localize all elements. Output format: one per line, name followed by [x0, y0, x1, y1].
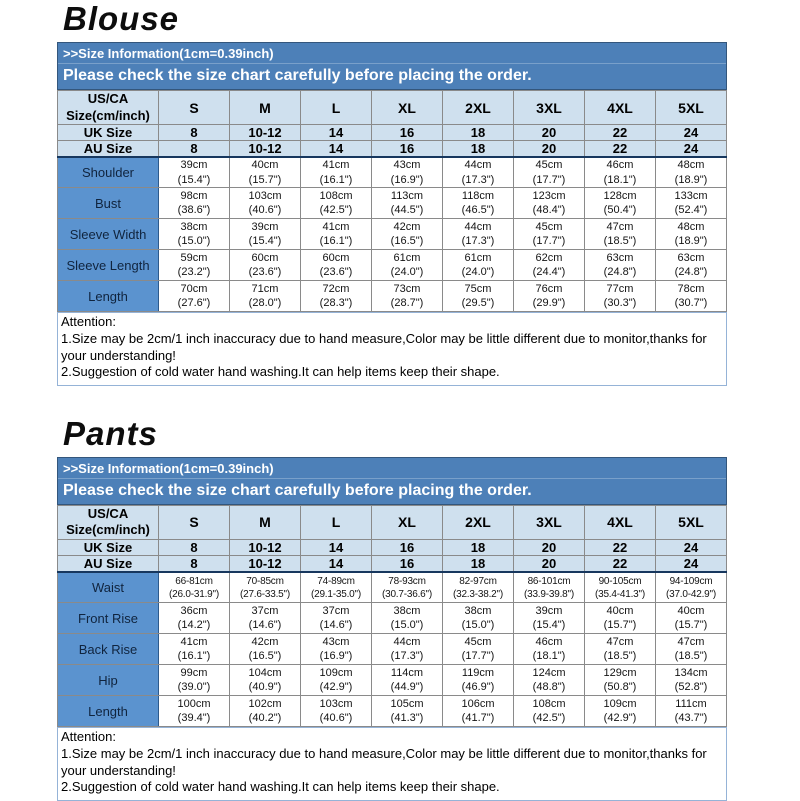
measurement-cell: 71cm (28.0"): [230, 281, 301, 312]
size-header-cell: XL: [372, 505, 443, 540]
size-info-banner-blouse: [57, 42, 727, 90]
section-title-blouse: Blouse: [63, 0, 180, 37]
intl-size-label: UK Size: [58, 540, 159, 556]
intl-size-cell: 14: [301, 540, 372, 556]
measurement-label: Back Rise: [58, 634, 159, 665]
intl-size-cell: 14: [301, 556, 372, 572]
measurement-cell: 108cm (42.5"): [301, 188, 372, 219]
measurement-label: Hip: [58, 665, 159, 696]
measurement-cell: 78-93cm (30.7-36.6"): [372, 572, 443, 603]
attention-note-pants: [57, 727, 727, 801]
measurement-cell: 40cm (15.7"): [656, 603, 727, 634]
intl-size-cell: 16: [372, 540, 443, 556]
attention-heading: Attention:: [61, 729, 116, 745]
check-chart-line: Please check the size chart carefully before placing the order.: [63, 66, 532, 84]
intl-size-row: [58, 141, 727, 157]
measurement-cell: 47cm (18.5"): [585, 219, 656, 250]
intl-size-cell: 24: [656, 540, 727, 556]
size-info-line: >>Size Information(1cm=0.39inch): [58, 458, 726, 479]
intl-size-cell: 20: [514, 125, 585, 141]
size-info-banner-pants: [57, 457, 727, 505]
measurement-cell: 73cm (28.7"): [372, 281, 443, 312]
measurement-cell: 43cm (16.9"): [301, 634, 372, 665]
measurement-cell: 44cm (17.3"): [443, 219, 514, 250]
measurement-cell: 77cm (30.3"): [585, 281, 656, 312]
measurement-cell: 48cm (18.9"): [656, 157, 727, 188]
intl-size-cell: 10-12: [230, 540, 301, 556]
size-header-cell: M: [230, 505, 301, 540]
size-header-cell: 2XL: [443, 505, 514, 540]
intl-size-cell: 8: [159, 556, 230, 572]
measurement-cell: 76cm (29.9"): [514, 281, 585, 312]
measurement-cell: 86-101cm (33.9-39.8"): [514, 572, 585, 603]
measurement-cell: 62cm (24.4"): [514, 250, 585, 281]
measurement-cell: 108cm (42.5"): [514, 696, 585, 727]
measurement-cell: 39cm (15.4"): [159, 157, 230, 188]
corner-header-cell: US/CA Size(cm/inch): [58, 90, 159, 125]
measurement-cell: 37cm (14.6"): [230, 603, 301, 634]
intl-size-cell: 20: [514, 540, 585, 556]
measurement-cell: 109cm (42.9"): [301, 665, 372, 696]
measurement-label: Length: [58, 281, 159, 312]
intl-size-cell: 24: [656, 141, 727, 157]
intl-size-label: UK Size: [58, 125, 159, 141]
measurement-cell: 63cm (24.8"): [656, 250, 727, 281]
size-header-cell: XL: [372, 90, 443, 125]
measurement-cell: 45cm (17.7"): [443, 634, 514, 665]
measurement-cell: 119cm (46.9"): [443, 665, 514, 696]
measurement-cell: 44cm (17.3"): [443, 157, 514, 188]
measurement-cell: 47cm (18.5"): [585, 634, 656, 665]
intl-size-cell: 16: [372, 141, 443, 157]
intl-size-cell: 14: [301, 125, 372, 141]
measurement-cell: 60cm (23.6"): [301, 250, 372, 281]
intl-size-cell: 20: [514, 556, 585, 572]
measurement-row: [58, 281, 727, 312]
measurement-cell: 45cm (17.7"): [514, 157, 585, 188]
size-header-row: [58, 505, 727, 540]
measurement-cell: 47cm (18.5"): [656, 634, 727, 665]
measurement-cell: 123cm (48.4"): [514, 188, 585, 219]
measurement-cell: 106cm (41.7"): [443, 696, 514, 727]
measurement-cell: 46cm (18.1"): [585, 157, 656, 188]
measurement-cell: 82-97cm (32.3-38.2"): [443, 572, 514, 603]
measurement-label: Sleeve Width: [58, 219, 159, 250]
size-info-line: >>Size Information(1cm=0.39inch): [58, 43, 726, 64]
intl-size-cell: 18: [443, 141, 514, 157]
measurement-cell: 94-109cm (37.0-42.9"): [656, 572, 727, 603]
size-header-cell: 3XL: [514, 505, 585, 540]
measurement-cell: 98cm (38.6"): [159, 188, 230, 219]
intl-size-row: [58, 556, 727, 572]
check-chart-line: Please check the size chart carefully before placing the order.: [63, 481, 532, 499]
measurement-cell: 109cm (42.9"): [585, 696, 656, 727]
measurement-cell: 38cm (15.0"): [159, 219, 230, 250]
measurement-row: [58, 250, 727, 281]
size-header-cell: L: [301, 505, 372, 540]
intl-size-cell: 24: [656, 556, 727, 572]
size-table-blouse: [57, 90, 727, 313]
attention-item-1: 1.Size may be 2cm/1 inch inaccuracy due to hand measure,Color may be little different due to monitor,thanks for your understanding!: [61, 331, 707, 363]
attention-note-blouse: [57, 312, 727, 386]
measurement-cell: 37cm (14.6"): [301, 603, 372, 634]
measurement-row: [58, 157, 727, 188]
measurement-cell: 43cm (16.9"): [372, 157, 443, 188]
size-header-cell: S: [159, 90, 230, 125]
size-chart-page: [57, 0, 727, 801]
intl-size-label: AU Size: [58, 141, 159, 157]
measurement-cell: 129cm (50.8"): [585, 665, 656, 696]
measurement-label: Sleeve Length: [58, 250, 159, 281]
measurement-cell: 90-105cm (35.4-41.3"): [585, 572, 656, 603]
measurement-cell: 70cm (27.6"): [159, 281, 230, 312]
measurement-cell: 103cm (40.6"): [230, 188, 301, 219]
measurement-cell: 40cm (15.7"): [585, 603, 656, 634]
attention-heading: Attention:: [61, 314, 116, 330]
measurement-cell: 59cm (23.2"): [159, 250, 230, 281]
attention-item-2: 2.Suggestion of cold water hand washing.It can help items keep their shape.: [61, 364, 500, 380]
measurement-cell: 75cm (29.5"): [443, 281, 514, 312]
measurement-label: Shoulder: [58, 157, 159, 188]
measurement-cell: 38cm (15.0"): [443, 603, 514, 634]
size-header-cell: L: [301, 90, 372, 125]
size-header-cell: M: [230, 90, 301, 125]
size-header-cell: 2XL: [443, 90, 514, 125]
measurement-cell: 118cm (46.5"): [443, 188, 514, 219]
measurement-cell: 38cm (15.0"): [372, 603, 443, 634]
section-title-pants: Pants: [63, 414, 158, 452]
intl-size-cell: 16: [372, 556, 443, 572]
measurement-cell: 39cm (15.4"): [514, 603, 585, 634]
size-header-cell: 4XL: [585, 505, 656, 540]
size-header-cell: 5XL: [656, 505, 727, 540]
measurement-row: [58, 572, 727, 603]
measurement-cell: 39cm (15.4"): [230, 219, 301, 250]
intl-size-cell: 18: [443, 540, 514, 556]
measurement-cell: 46cm (18.1"): [514, 634, 585, 665]
measurement-cell: 41cm (16.1"): [301, 157, 372, 188]
intl-size-cell: 14: [301, 141, 372, 157]
intl-size-cell: 8: [159, 540, 230, 556]
size-table-pants: [57, 505, 727, 728]
intl-size-cell: 22: [585, 556, 656, 572]
intl-size-cell: 22: [585, 125, 656, 141]
size-header-cell: 4XL: [585, 90, 656, 125]
intl-size-label: AU Size: [58, 556, 159, 572]
measurement-cell: 102cm (40.2"): [230, 696, 301, 727]
intl-size-cell: 8: [159, 141, 230, 157]
size-header-cell: 5XL: [656, 90, 727, 125]
measurement-row: [58, 696, 727, 727]
measurement-cell: 114cm (44.9"): [372, 665, 443, 696]
intl-size-cell: 18: [443, 125, 514, 141]
measurement-cell: 42cm (16.5"): [372, 219, 443, 250]
attention-item-1: 1.Size may be 2cm/1 inch inaccuracy due to hand measure,Color may be little different due to monitor,thanks for your understanding!: [61, 745, 707, 778]
measurement-row: [58, 188, 727, 219]
measurement-cell: 41cm (16.1"): [159, 634, 230, 665]
measurement-label: Length: [58, 696, 159, 727]
measurement-cell: 134cm (52.8"): [656, 665, 727, 696]
size-header-cell: S: [159, 505, 230, 540]
measurement-cell: 60cm (23.6"): [230, 250, 301, 281]
measurement-cell: 128cm (50.4"): [585, 188, 656, 219]
attention-item-2: 2.Suggestion of cold water hand washing.It can help items keep their shape.: [61, 779, 500, 795]
measurement-cell: 133cm (52.4"): [656, 188, 727, 219]
intl-size-cell: 10-12: [230, 141, 301, 157]
intl-size-cell: 10-12: [230, 556, 301, 572]
measurement-cell: 41cm (16.1"): [301, 219, 372, 250]
intl-size-cell: 20: [514, 141, 585, 157]
measurement-cell: 44cm (17.3"): [372, 634, 443, 665]
measurement-cell: 36cm (14.2"): [159, 603, 230, 634]
measurement-cell: 40cm (15.7"): [230, 157, 301, 188]
measurement-cell: 48cm (18.9"): [656, 219, 727, 250]
measurement-row: [58, 219, 727, 250]
measurement-label: Front Rise: [58, 603, 159, 634]
intl-size-cell: 22: [585, 540, 656, 556]
measurement-cell: 61cm (24.0"): [443, 250, 514, 281]
measurement-cell: 45cm (17.7"): [514, 219, 585, 250]
measurement-cell: 124cm (48.8"): [514, 665, 585, 696]
intl-size-cell: 8: [159, 125, 230, 141]
measurement-cell: 103cm (40.6"): [301, 696, 372, 727]
measurement-row: [58, 603, 727, 634]
measurement-row: [58, 665, 727, 696]
measurement-cell: 78cm (30.7"): [656, 281, 727, 312]
measurement-cell: 99cm (39.0"): [159, 665, 230, 696]
intl-size-cell: 10-12: [230, 125, 301, 141]
size-header-cell: 3XL: [514, 90, 585, 125]
measurement-cell: 105cm (41.3"): [372, 696, 443, 727]
measurement-cell: 111cm (43.7"): [656, 696, 727, 727]
size-header-row: [58, 90, 727, 125]
measurement-label: Waist: [58, 572, 159, 603]
measurement-cell: 113cm (44.5"): [372, 188, 443, 219]
intl-size-row: [58, 125, 727, 141]
measurement-cell: 63cm (24.8"): [585, 250, 656, 281]
measurement-row: [58, 634, 727, 665]
measurement-cell: 66-81cm (26.0-31.9"): [159, 572, 230, 603]
measurement-cell: 72cm (28.3"): [301, 281, 372, 312]
measurement-cell: 74-89cm (29.1-35.0"): [301, 572, 372, 603]
corner-header-cell: US/CA Size(cm/inch): [58, 505, 159, 540]
intl-size-cell: 24: [656, 125, 727, 141]
measurement-label: Bust: [58, 188, 159, 219]
measurement-cell: 104cm (40.9"): [230, 665, 301, 696]
intl-size-row: [58, 540, 727, 556]
measurement-cell: 61cm (24.0"): [372, 250, 443, 281]
intl-size-cell: 22: [585, 141, 656, 157]
intl-size-cell: 16: [372, 125, 443, 141]
measurement-cell: 100cm (39.4"): [159, 696, 230, 727]
measurement-cell: 70-85cm (27.6-33.5"): [230, 572, 301, 603]
intl-size-cell: 18: [443, 556, 514, 572]
measurement-cell: 42cm (16.5"): [230, 634, 301, 665]
